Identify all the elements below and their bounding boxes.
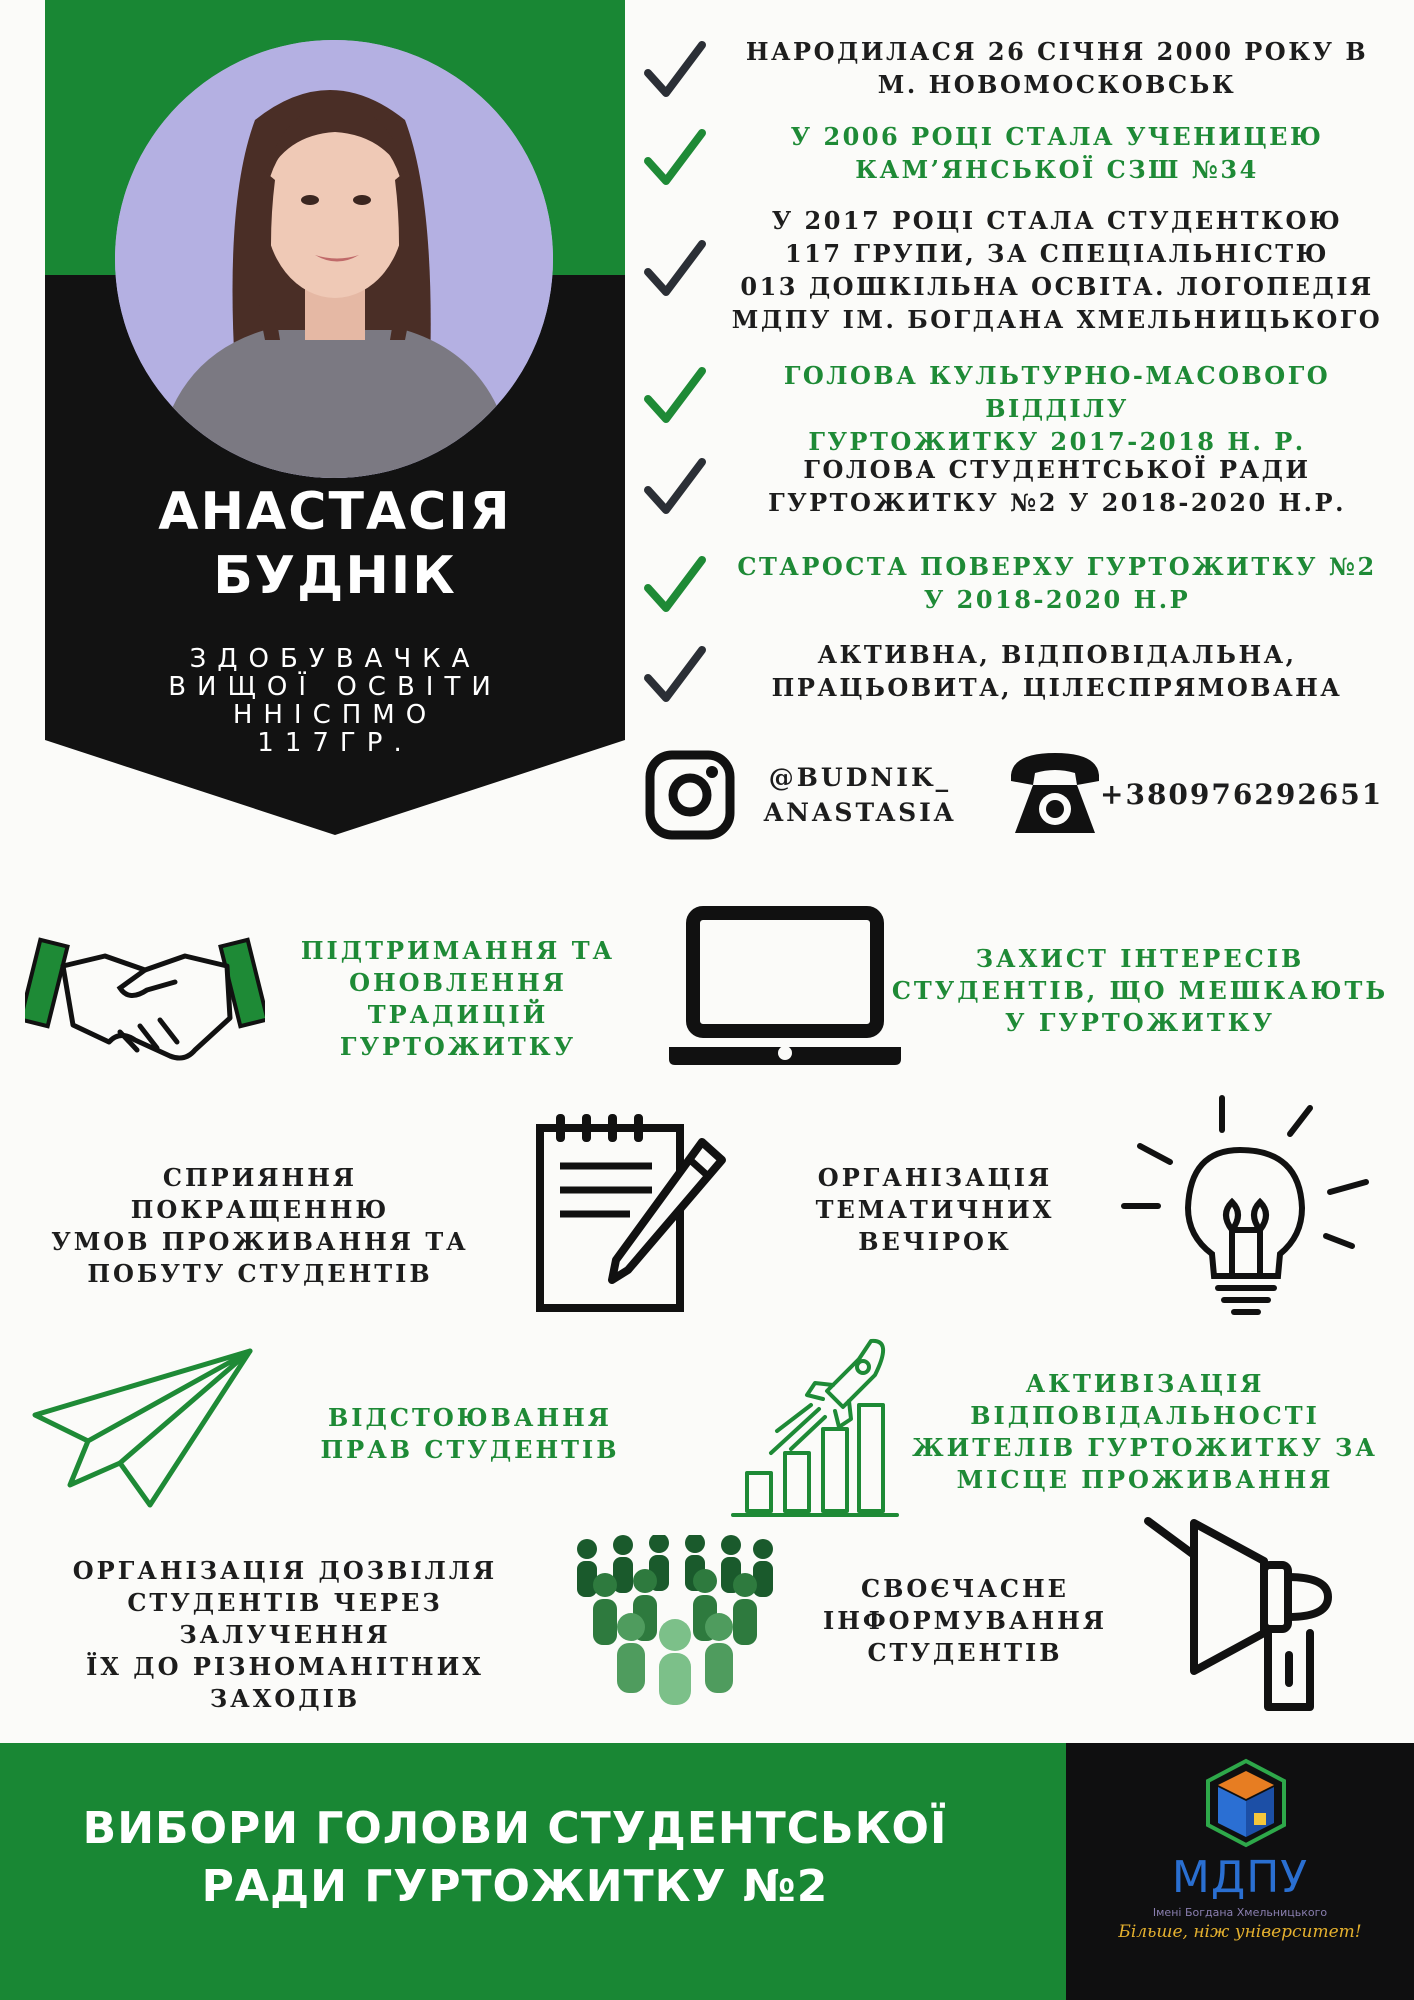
instagram-handle-line: @BUDNIK_ [768, 763, 952, 792]
check-icon [640, 640, 710, 710]
goal-text [300, 1402, 640, 1466]
goal-text-line: СТУДЕНТІВ [867, 1638, 1063, 1667]
check-icon [640, 234, 710, 304]
goal-text-line: МІСЦЕ ПРОЖИВАННЯ [956, 1465, 1334, 1494]
bio-item [640, 115, 1414, 205]
goal-text-line: ОНОВЛЕННЯ ТРАДИЦІЙ [349, 968, 567, 1029]
profile-photo [115, 40, 553, 478]
handshake-icon [25, 930, 265, 1075]
bio-item [640, 200, 1414, 340]
goal-text-line: ЇХ ДО РІЗНОМАНІТНИХ [86, 1652, 484, 1681]
paper-plane-icon [30, 1345, 260, 1515]
subtitle-line: ВИЩОЇ ОСВІТИ [168, 672, 502, 702]
goal-text [890, 943, 1390, 1039]
goal-text-line: ЗАХИСТ ІНТЕРЕСІВ [975, 944, 1305, 973]
bio-text-line: ГУРТОЖИТКУ 2017-2018 Н. Р. [808, 427, 1306, 456]
notepad-pencil-icon [530, 1110, 730, 1315]
laptop-icon [665, 905, 905, 1070]
goal-text-line: ОРГАНІЗАЦІЯ ДОЗВІЛЛЯ [72, 1556, 498, 1585]
goal-text-line: ВІДПОВІДАЛЬНОСТІ [970, 1401, 1320, 1430]
check-icon [640, 452, 710, 522]
goal-text-line: ІНФОРМУВАННЯ [822, 1606, 1107, 1635]
goal-text-line: СТУДЕНТІВ, ЩО МЕШКАЮТЬ [891, 976, 1389, 1005]
bio-text-line: КАМ’ЯНСЬКОЇ СЗШ №34 [855, 155, 1259, 184]
goal-text [258, 935, 658, 1063]
rocket-chart-icon [715, 1335, 905, 1520]
goal-text-line: ОРГАНІЗАЦІЯ [817, 1163, 1053, 1192]
goal-text-line: ВЕЧІРОК [858, 1227, 1012, 1256]
instagram-handle[interactable] [745, 760, 975, 830]
goal-text [820, 1573, 1110, 1669]
phone-number[interactable]: +380976292651 [1100, 778, 1384, 811]
bio-item [640, 355, 1414, 456]
crowd-icon [575, 1535, 775, 1705]
goal-text-line: СТУДЕНТІВ ЧЕРЕЗ ЗАЛУЧЕННЯ [127, 1588, 443, 1649]
bio-text-line: М. НОВОМОСКОВСЬК [877, 70, 1237, 99]
bio-text-line: ПРАЦЬОВИТА, ЦІЛЕСПРЯМОВАНА [771, 673, 1343, 702]
goal-text [910, 1368, 1380, 1496]
bio-text-line: У 2006 РОЦІ СТАЛА УЧЕНИЦЕЮ [790, 122, 1324, 151]
goal-text [30, 1162, 490, 1290]
logo-text: МДПУ [1171, 1852, 1309, 1903]
check-icon [640, 361, 710, 431]
goal-text-line: ТЕМАТИЧНИХ [815, 1195, 1055, 1224]
footer-title-line: РАДИ ГУРТОЖИТКУ №2 [201, 1861, 829, 1912]
bio-item [640, 30, 1414, 120]
goal-text-line: АКТИВІЗАЦІЯ [1025, 1369, 1265, 1398]
bio-text-line: 117 ГРУПИ, ЗА СПЕЦІАЛЬНІСТЮ [784, 239, 1330, 268]
check-icon [640, 550, 710, 620]
profile-subtitle [45, 645, 625, 757]
bio-text-line: ГОЛОВА КУЛЬТУРНО-МАСОВОГО ВІДДІЛУ [783, 361, 1331, 423]
instagram-icon[interactable] [645, 750, 735, 840]
logo-slogan: Більше, ніж університет! [1118, 1922, 1362, 1942]
bio-text-line: ГОЛОВА СТУДЕНТСЬКОЇ РАДИ [803, 455, 1311, 484]
goal-text-line: СПРИЯННЯ ПОКРАЩЕННЮ [130, 1163, 390, 1224]
bio-item [640, 450, 1414, 540]
bio-text-line: ГУРТОЖИТКУ №2 У 2018-2020 Н.Р. [768, 488, 1346, 517]
bio-text-line: СТАРОСТА ПОВЕРХУ ГУРТОЖИТКУ №2 [737, 552, 1377, 581]
bio-text-line: МДПУ ІМ. БОГДАНА ХМЕЛЬНИЦЬКОГО [731, 305, 1383, 334]
bio-text-line: У 2017 РОЦІ СТАЛА СТУДЕНТКОЮ [771, 206, 1343, 235]
bio-text-line: 013 ДОШКІЛЬНА ОСВІТА. ЛОГОПЕДІЯ [740, 272, 1374, 301]
bio-text-line: НАРОДИЛАСЯ 26 СІЧНЯ 2000 РОКУ В [745, 37, 1369, 66]
footer-title [60, 1800, 970, 1916]
goal-text-line: ПОБУТУ СТУДЕНТІВ [87, 1259, 433, 1288]
profile-name-last: БУДНІК [213, 546, 457, 606]
lightbulb-icon [1120, 1090, 1380, 1320]
goal-text [25, 1555, 545, 1715]
footer-title-line: ВИБОРИ ГОЛОВИ СТУДЕНТСЬКОЇ [82, 1803, 948, 1854]
goal-text-line: ВІДСТОЮВАННЯ [328, 1403, 612, 1432]
bio-item [640, 548, 1414, 638]
goal-text-line: ГУРТОЖИТКУ [339, 1032, 577, 1061]
goal-text-line: ЖИТЕЛІВ ГУРТОЖИТКУ ЗА [912, 1433, 1378, 1462]
megaphone-icon [1140, 1515, 1340, 1715]
goal-text-line: У ГУРТОЖИТКУ [1004, 1008, 1276, 1037]
profile-name-first: АНАСТАСІЯ [158, 482, 512, 542]
check-icon [640, 123, 710, 193]
logo-emblem-icon [1200, 1757, 1292, 1849]
profile-name [45, 480, 625, 608]
check-icon [640, 35, 710, 105]
subtitle-line: ННІСПМО [232, 700, 438, 730]
bio-item [640, 638, 1414, 728]
goal-text-line: ПІДТРИМАННЯ ТА [300, 936, 616, 965]
telephone-icon [1005, 745, 1105, 840]
subtitle-line: 117ГР. [257, 728, 413, 758]
bio-text-line: У 2018-2020 Н.Р [923, 585, 1191, 614]
goal-text-line: СВОЄЧАСНЕ [861, 1574, 1069, 1603]
goal-text-line: ЗАХОДІВ [209, 1684, 361, 1713]
goal-text-line: УМОВ ПРОЖИВАННЯ ТА [51, 1227, 469, 1256]
goal-text [790, 1162, 1080, 1258]
logo-subtitle: Імені Богдана Хмельницького [1152, 1906, 1328, 1919]
subtitle-line: ЗДОБУВАЧКА [189, 644, 481, 674]
instagram-handle-line: ANASTASIA [763, 798, 957, 827]
bio-text-line: АКТИВНА, ВІДПОВІДАЛЬНА, [817, 640, 1297, 669]
goal-text-line: ПРАВ СТУДЕНТІВ [320, 1435, 620, 1464]
